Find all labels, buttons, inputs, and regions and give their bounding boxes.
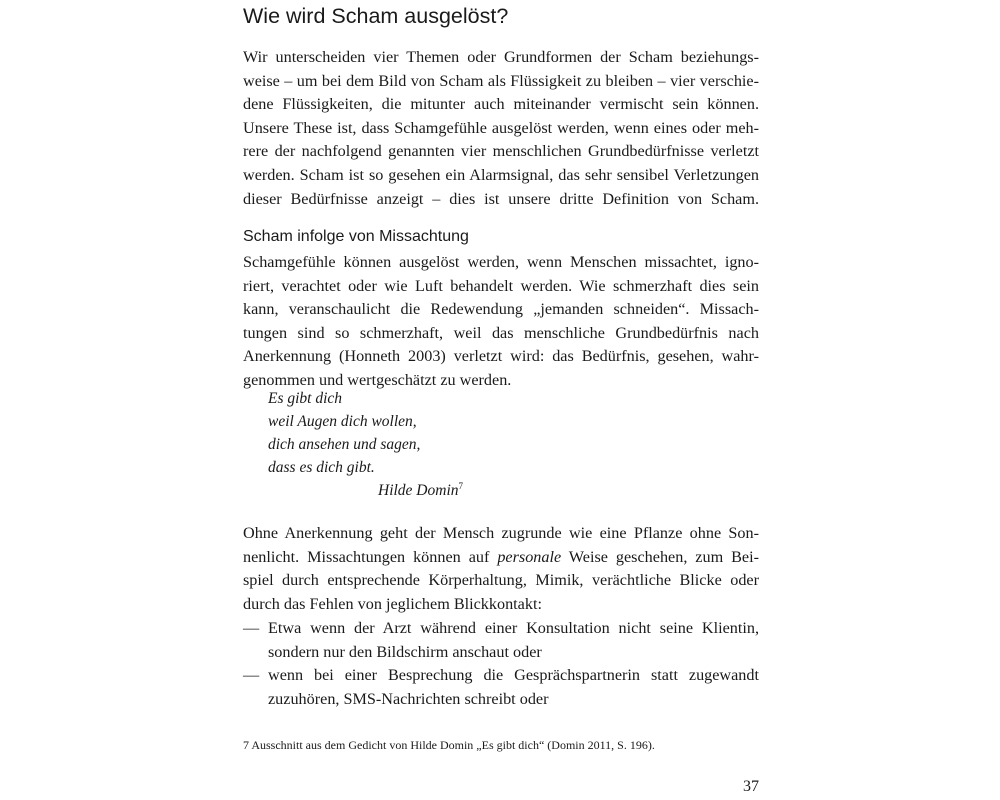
text-line: zuzuhören, SMS-Nachrichten schreibt oder (268, 689, 549, 708)
poem-quote (268, 387, 463, 502)
section-heading: Wie wird Scham ausgelöst? (243, 4, 509, 28)
text-line: rere der nachfolgend genannten vier menschlichen Grundbedürfnisse verletzt (243, 142, 759, 161)
text-line: werden. Scham ist so gesehen ein Alarmsignal, das sehr sensibel Verletzungen (243, 165, 759, 184)
footnote-marker[interactable]: 7 (458, 481, 464, 491)
text-line: dene Flüssigkeiten, die mitunter auch miteinander vermischt sein können. (243, 95, 759, 114)
missachtung-paragraph (243, 251, 759, 393)
text-line: kann, veranschaulicht die Redewendung „jemanden schneiden“. Missach- (243, 300, 759, 319)
dash-bullet: — (243, 666, 260, 684)
emphasis-text: personale (497, 547, 562, 566)
text-line: spiel durch entsprechende Körperhaltung, Mimik, verächtliche Blicke oder (243, 571, 759, 590)
list-item (243, 617, 759, 664)
text-line: Unsere These ist, dass Schamgefühle ausgelöst werden, wenn eines oder meh- (243, 118, 759, 137)
poem-author (268, 479, 463, 502)
intro-paragraph (243, 46, 759, 211)
poem-author-name: Hilde Domin (378, 482, 459, 499)
text-line: durch das Fehlen von jeglichem Blickkontakt: (243, 594, 542, 613)
anerkennung-paragraph (243, 522, 759, 616)
text-line: Anerkennung (Honneth 2003) verletzt wird: das Bedürfnis, gesehen, wahr- (243, 347, 759, 366)
text-line: weise – um bei dem Bild von Scham als Flüssigkeit zu bleiben – vier verschie- (243, 71, 759, 90)
page-number: 37 (743, 778, 759, 795)
text-line (243, 546, 759, 570)
text-line: Schamgefühle können ausgelöst werden, wenn Menschen missachtet, igno- (243, 253, 759, 271)
poem-line: Es gibt dich (268, 390, 343, 407)
text-line: Wir unterscheiden vier Themen oder Grundformen der Scham beziehungs- (243, 48, 759, 66)
text-line: riert, verachtet oder wie Luft behandelt werden. Wie schmerzhaft dies sein (243, 276, 759, 295)
book-page (243, 0, 759, 800)
text-line: Etwa wenn der Arzt während einer Konsultation nicht seine Klientin, (268, 619, 759, 637)
text-line: Ohne Anerkennung geht der Mensch zugrunde wie eine Pflanze ohne Son- (243, 524, 759, 542)
text-line: sondern nur den Bildschirm anschaut oder (268, 642, 542, 661)
text-line: dieser Bedürfnisse anzeigt – dies ist unsere dritte Definition von Scham. (243, 189, 759, 208)
text-line: genommen und wertgeschätzt zu werden. (243, 370, 512, 389)
text-run: Weise geschehen, zum Bei- (561, 547, 759, 566)
dash-list-item (243, 664, 759, 711)
poem-line: weil Augen dich wollen, (268, 413, 417, 430)
text-run: nenlicht. Missachtungen können auf (243, 547, 498, 566)
text-line: tungen sind so schmerzhaft, weil das menschliche Grundbedürfnis nach (243, 323, 759, 342)
list-item (243, 664, 759, 711)
footnote: 7 Ausschnitt aus dem Gedicht von Hilde Domin „Es gibt dich“ (Domin 2011, S. 196). (243, 738, 655, 752)
dash-list-item (243, 617, 759, 664)
subsection-heading: Scham infolge von Missachtung (243, 228, 469, 245)
dash-bullet: — (243, 619, 260, 637)
poem-line: dass es dich gibt. (268, 459, 375, 476)
text-line: wenn bei einer Besprechung die Gesprächspartnerin statt zugewandt (268, 666, 759, 684)
poem-line: dich ansehen und sagen, (268, 436, 421, 453)
